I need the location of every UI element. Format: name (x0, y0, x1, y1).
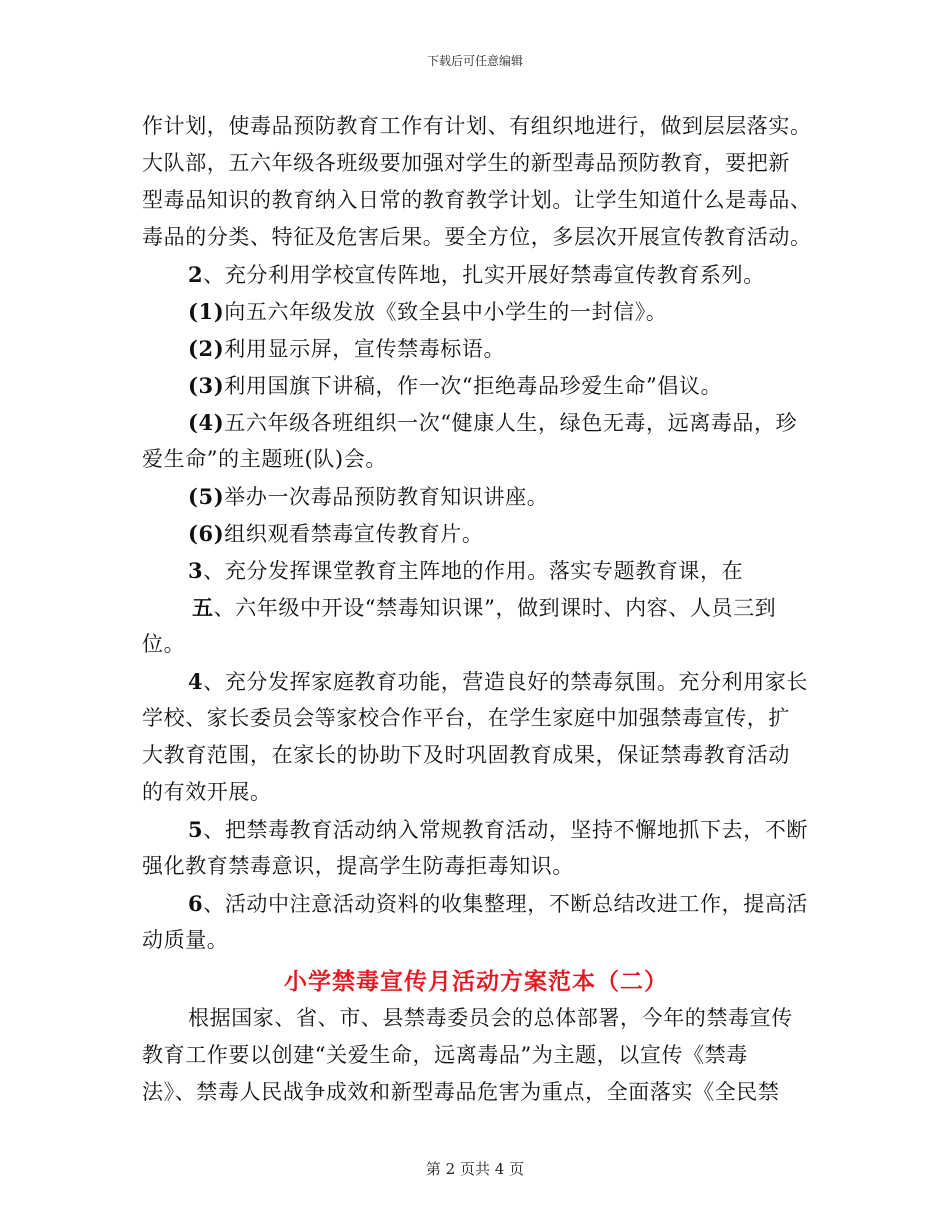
sub-item-6 (142, 515, 810, 552)
item-number: 6 (188, 891, 204, 916)
sub-item-5 (142, 478, 810, 515)
sub-item-4 (142, 404, 810, 441)
item-text: 、六年级中开设“禁毒知识课”，做到课时、内容、人员三到 (213, 596, 777, 620)
item-text: 、活动中注意活动资料的收集整理，不断总结改进工作，提高活 (203, 892, 809, 916)
list-item-5 (142, 811, 810, 848)
text-line: 型毒品知识的教育纳入日常的教育教学计划。让学生知道什么是毒品、 (142, 188, 812, 212)
item-number: (5) (188, 484, 225, 509)
page-footer: 第 2 页共 4 页 (425, 1160, 525, 1178)
sub-item-1 (142, 293, 810, 330)
text-line: 动质量。 (142, 928, 229, 952)
item-number: 4 (188, 669, 204, 694)
item-text: 举办一次毒品预防教育知识讲座。 (224, 485, 549, 509)
item-number: 五 (192, 595, 214, 620)
list-item-3 (142, 552, 810, 589)
item-text: 利用国旗下讲稿，作一次“拒绝毒品珍爱生命”倡议。 (224, 374, 723, 398)
item-number: (3) (188, 373, 225, 398)
text-line: 大队部，五六年级各班级要加强对学生的新型毒品预防教育，要把新 (142, 151, 790, 175)
item-text: 、充分发挥家庭教育功能，营造良好的禁毒氛围。充分利用家长 (203, 670, 809, 694)
text-line: 爱生命”的主题班(队)会。 (142, 447, 387, 471)
item-number: (2) (188, 336, 225, 361)
page-header: 下载后可任意编辑 (426, 54, 523, 68)
text-line: 毒品的分类、特征及危害后果。要全方位，多层次开展宣传教育活动。 (142, 225, 812, 249)
item-text: 、把禁毒教育活动纳入常规教育活动，坚持不懈地抓下去，不断 (203, 818, 809, 842)
item-number: 2 (188, 262, 204, 287)
sub-item-3 (142, 367, 810, 404)
item-number: (1) (188, 299, 225, 324)
item-text: 、充分利用学校宣传阵地，扎实开展好禁毒宣传教育系列。 (203, 263, 765, 287)
sub-item-2 (142, 330, 810, 367)
document-body (142, 108, 810, 1111)
item-text: 组织观看禁毒宣传教育片。 (224, 522, 484, 546)
item-number: 3 (188, 558, 204, 583)
item-number: 5 (188, 817, 204, 842)
item-text: 五六年级各班组织一次“健康人生，绿色无毒，远离毒品，珍 (224, 411, 798, 435)
text-line: 位。 (142, 632, 186, 656)
text-line: 强化教育禁毒意识，提高学生防毒拒毒知识。 (142, 854, 574, 878)
text-line: 教育工作要以创建“关爱生命，远离毒品”为主题，以宣传《禁毒 (142, 1043, 748, 1067)
item-number: (4) (188, 410, 225, 435)
text-line: 根据国家、省、市、县禁毒委员会的总体部署，今年的禁毒宣传 (188, 1006, 793, 1030)
text-line: 法》、禁毒人民战争成效和新型毒品危害为重点，全面落实《全民禁 (142, 1080, 780, 1104)
text-line: 的有效开展。 (142, 780, 272, 804)
list-item-4 (142, 663, 810, 700)
text-line: 学校、家长委员会等家校合作平台，在学生家庭中加强禁毒宣传，扩 (142, 706, 790, 730)
text-line: 作计划，使毒品预防教育工作有计划、有组织地进行，做到层层落实。 (142, 114, 812, 138)
item-text: 向五六年级发放《致全县中小学生的一封信》。 (224, 300, 668, 324)
list-item-2 (142, 256, 810, 293)
item-number: (6) (188, 521, 225, 546)
item-text: 利用显示屏，宣传禁毒标语。 (224, 337, 506, 361)
text-line: 大教育范围，在家长的协助下及时巩固教育成果，保证禁毒教育活动 (142, 743, 790, 767)
item-text: 、充分发挥课堂教育主阵地的作用。落实专题教育课，在 (203, 559, 744, 583)
section-title: 小学禁毒宣传月活动方案范本（二） (284, 968, 668, 995)
list-item-grade (142, 589, 810, 626)
list-item-6 (142, 885, 810, 922)
